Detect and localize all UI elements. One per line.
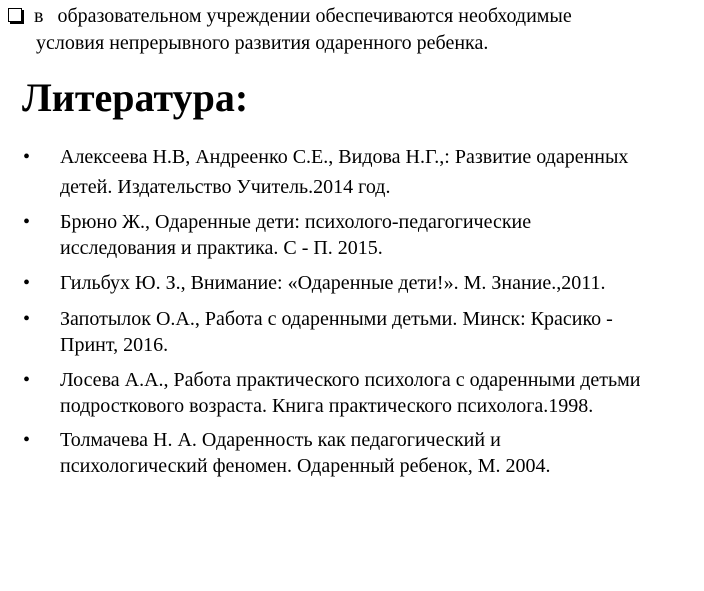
bullet-icon: • [23, 369, 31, 391]
reference-line-2: Принт, 2016. [60, 334, 169, 356]
reference-line-1: Толмачева Н. А. Одаренность как педагогический и [60, 429, 501, 451]
intro-lead-word: в [34, 5, 44, 27]
intro-line-1-text: образовательном учреждении обеспечиваются необходимые [57, 5, 572, 27]
bullet-icon: • [23, 211, 31, 233]
reference-line-2: исследования и практика. С - П. 2015. [60, 237, 383, 259]
reference-line-2: психологический феномен. Одаренный ребенок, М. 2004. [60, 455, 551, 477]
reference-line-1: Лосева А.А., Работа практического психолога с одаренными детьми [60, 369, 641, 391]
reference-line-1: Запотылок О.А., Работа с одаренными детьми. Минск: Красико - [60, 308, 613, 330]
reference-line-1: Брюно Ж., Одаренные дети: психолого-педагогические [60, 211, 532, 233]
reference-line-1: Гильбух Ю. З., Внимание: «Одаренные дети!». М. Знание.,2011. [60, 272, 606, 294]
bullet-icon: • [23, 429, 31, 451]
bullet-icon: • [23, 308, 31, 330]
reference-line-1: Алексеева Н.В, Андреенко С.Е., Видова Н.Г.,: Развитие одаренных [60, 146, 629, 168]
bullet-icon: • [23, 272, 31, 294]
bullet-icon: • [23, 146, 31, 168]
reference-line-2: подросткового возраста. Книга практического психолога.1998. [60, 395, 594, 417]
reference-line-2: детей. Издательство Учитель.2014 год. [60, 176, 391, 198]
intro-line-2: условия непрерывного развития одаренного ребенка. [36, 32, 489, 54]
page-title: Литература: [22, 75, 249, 120]
